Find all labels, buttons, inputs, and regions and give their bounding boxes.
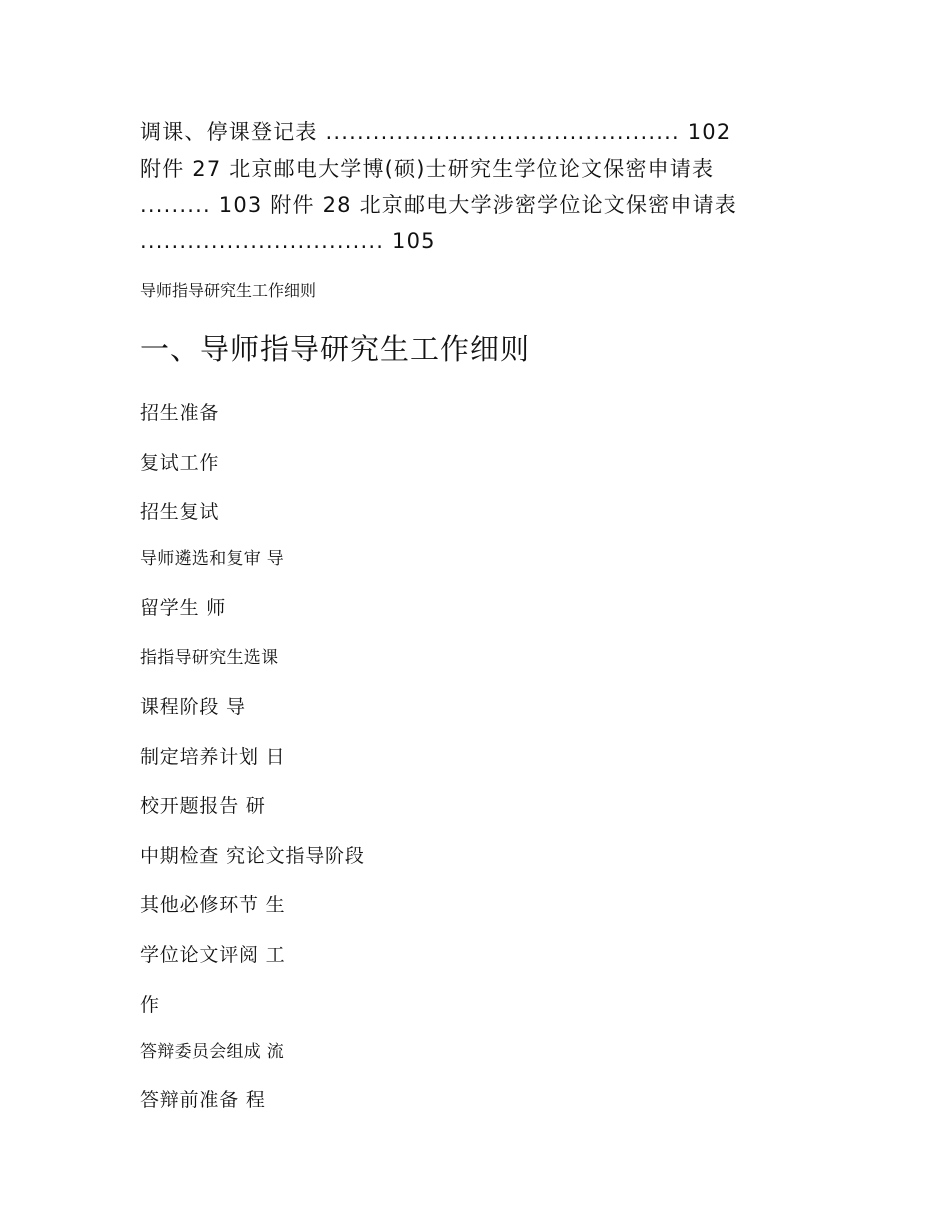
list-item: 学位论文评阅 工	[140, 944, 286, 966]
section-heading: 一、导师指导研究生工作细则	[140, 332, 531, 366]
toc-line-3: ......... 103 附件 28 北京邮电大学涉密学位论文保密申请表	[140, 193, 737, 217]
toc-line-4: ............................... 105	[140, 229, 436, 253]
list-item: 课程阶段 导	[140, 696, 246, 718]
toc-line-2: 附件 27 北京邮电大学博(硕)士研究生学位论文保密申请表	[140, 157, 715, 181]
toc-line-1: 调课、停课登记表 ............................................. 102	[140, 120, 732, 144]
list-item: 作	[140, 994, 160, 1016]
list-item: 招生复试	[140, 501, 220, 523]
list-item: 校开题报告 研	[140, 795, 266, 817]
list-item: 其他必修环节 生	[140, 894, 286, 916]
list-item: 复试工作	[140, 452, 220, 474]
list-item: 答辩前准备 程	[140, 1089, 266, 1111]
list-item: 答辩委员会组成 流	[140, 1042, 285, 1062]
list-item: 指指导研究生选课	[140, 648, 279, 668]
section-caption: 导师指导研究生工作细则	[140, 281, 317, 300]
list-item: 留学生 师	[140, 597, 227, 619]
list-item: 招生准备	[140, 402, 220, 424]
list-item: 中期检查 究论文指导阶段	[140, 845, 365, 867]
list-item: 制定培养计划 日	[140, 746, 286, 768]
list-item: 导师遴选和复审 导	[140, 549, 285, 569]
